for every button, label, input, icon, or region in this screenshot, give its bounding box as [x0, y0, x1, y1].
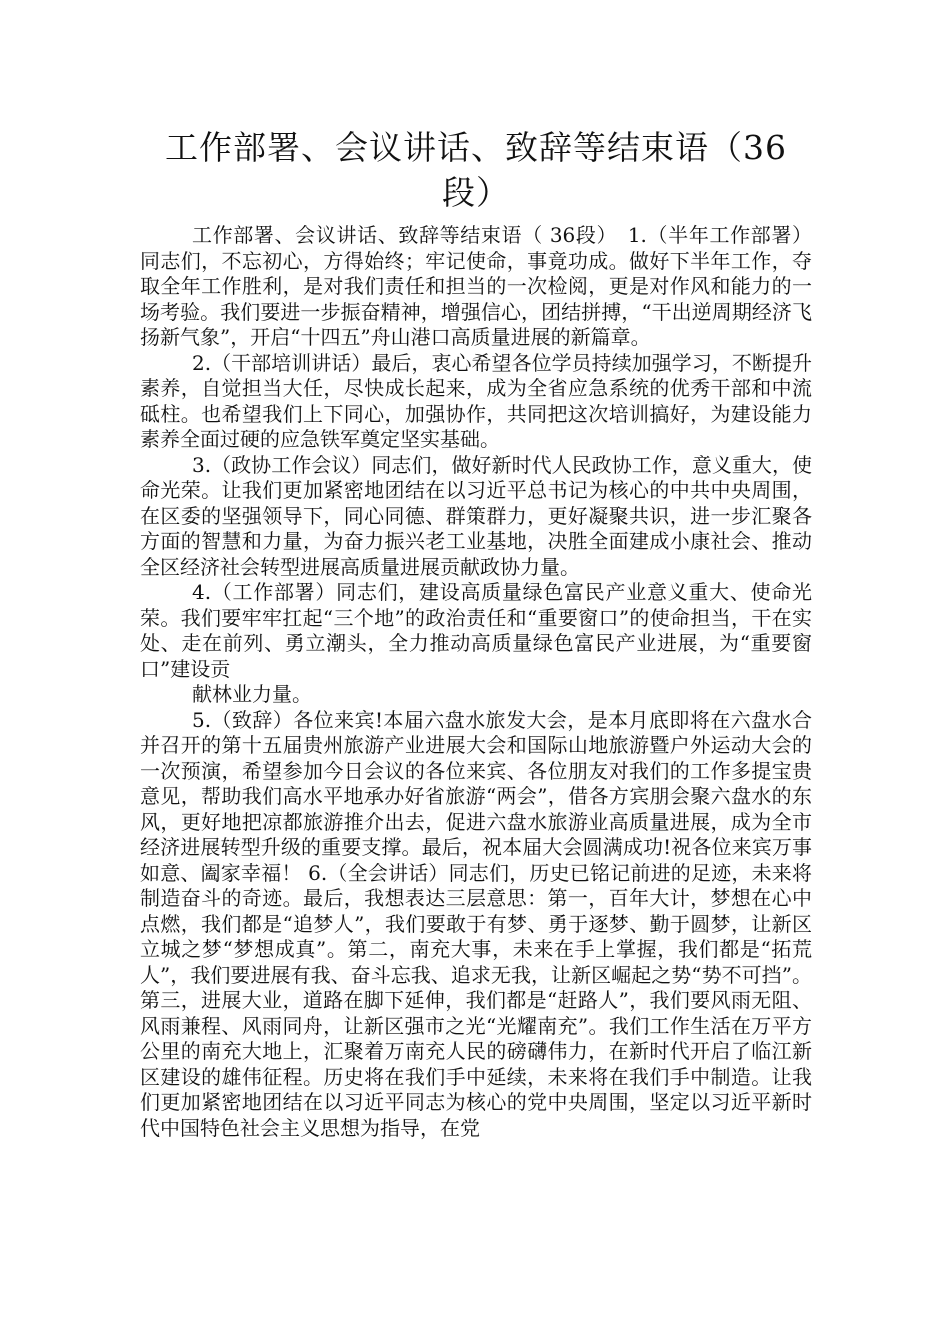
paragraph-5: 5.（致辞）各位来宾!本届六盘水旅发大会，是本月底即将在六盘水合并召开的第十五届贵州旅游产业进展大会和国际山地旅游暨户外运动大会的一次预演，希望参加今日会议的各位来宾、各位朋友对我们的工作多提宝贵意见，帮助我们高水平地承办好省旅游“两会”，借各方宾朋会聚六盘水的东风，更好地把凉都旅游推介出去，促进六盘水旅游业高质量进展，成为全市经济进展转型升级的重要支撑。最后，祝本届大会圆满成功!祝各位来宾万事如意、阖家幸福！ 6.（全会讲话）同志们，历史已铭记前进的足迹，未来将制造奋斗的奇迹。最后，我想表达三层意思：第一，百年大计，梦想在心中点燃，我们都是“追梦人”，我们要敢于有梦、勇于逐梦、勤于圆梦，让新区立城之梦“梦想成真”。第二，南充大事，未来在手上掌握，我们都是“拓荒人”，我们要进展有我、奋斗忘我、追求无我，让新区崛起之势“势不可挡”。第三，进展大业，道路在脚下延伸，我们都是“赶路人”，我们要风雨无阻、风雨兼程、风雨同舟，让新区强市之光“光耀南充”。我们工作生活在万平方公里的南充大地上，汇聚着万南充人民的磅礴伟力，在新时代开启了临江新区建设的雄伟征程。历史将在我们手中延续，未来将在我们手中制造。让我们更加紧密地团结在以习近平同志为核心的党中央周围，坚定以习近平新时代中国特色社会主义思想为指导，在党	[140, 707, 812, 1140]
paragraph-4-continuation: 献林业力量。	[192, 682, 312, 706]
document-body	[140, 223, 812, 1141]
paragraph-1: 工作部署、会议讲话、致辞等结束语（ 36段） 1.（半年工作部署）同志们，不忘初心，方得始终；牢记使命，事竟功成。做好下半年工作，夺取全年工作胜利，是对我们责任和担当的一次检阅，更是对作风和能力的一场考验。我们要进一步振奋精神，增强信心，团结拼搏，“干出逆周期经济飞扬新气象”，开启“十四五”舟山港口高质量进展的新篇章。	[140, 223, 812, 349]
paragraph-4: 4.（工作部署）同志们，建设高质量绿色富民产业意义重大、使命光荣。我们要牢牢扛起“三个地”的政治责任和“重要窗口”的使命担当，干在实处、走在前列、勇立潮头，全力推动高质量绿色富民产业进展，为“重要窗口”建设贡	[140, 580, 812, 681]
document-title: 工作部署、会议讲话、致辞等结束语（36段）	[165, 128, 787, 212]
paragraph-2: 2.（干部培训讲话）最后，衷心希望各位学员持续加强学习，不断提升素养，自觉担当大任，尽快成长起来，成为全省应急系统的优秀干部和中流砥柱。也希望我们上下同心，加强协作，共同把这次培训搞好，为建设能力素养全面过硬的应急铁军奠定坚实基础。	[140, 350, 812, 451]
document-page	[140, 125, 812, 1141]
paragraph-3: 3.（政协工作会议）同志们，做好新时代人民政协工作，意义重大，使命光荣。让我们更加紧密地团结在以习近平总书记为核心的中共中央周围，在区委的坚强领导下，同心同德、群策群力，更好凝聚共识，进一步汇聚各方面的智慧和力量，为奋力振兴老工业基地，决胜全面建成小康社会、推动全区经济社会转型进展高质量进展贡献政协力量。	[140, 452, 812, 579]
